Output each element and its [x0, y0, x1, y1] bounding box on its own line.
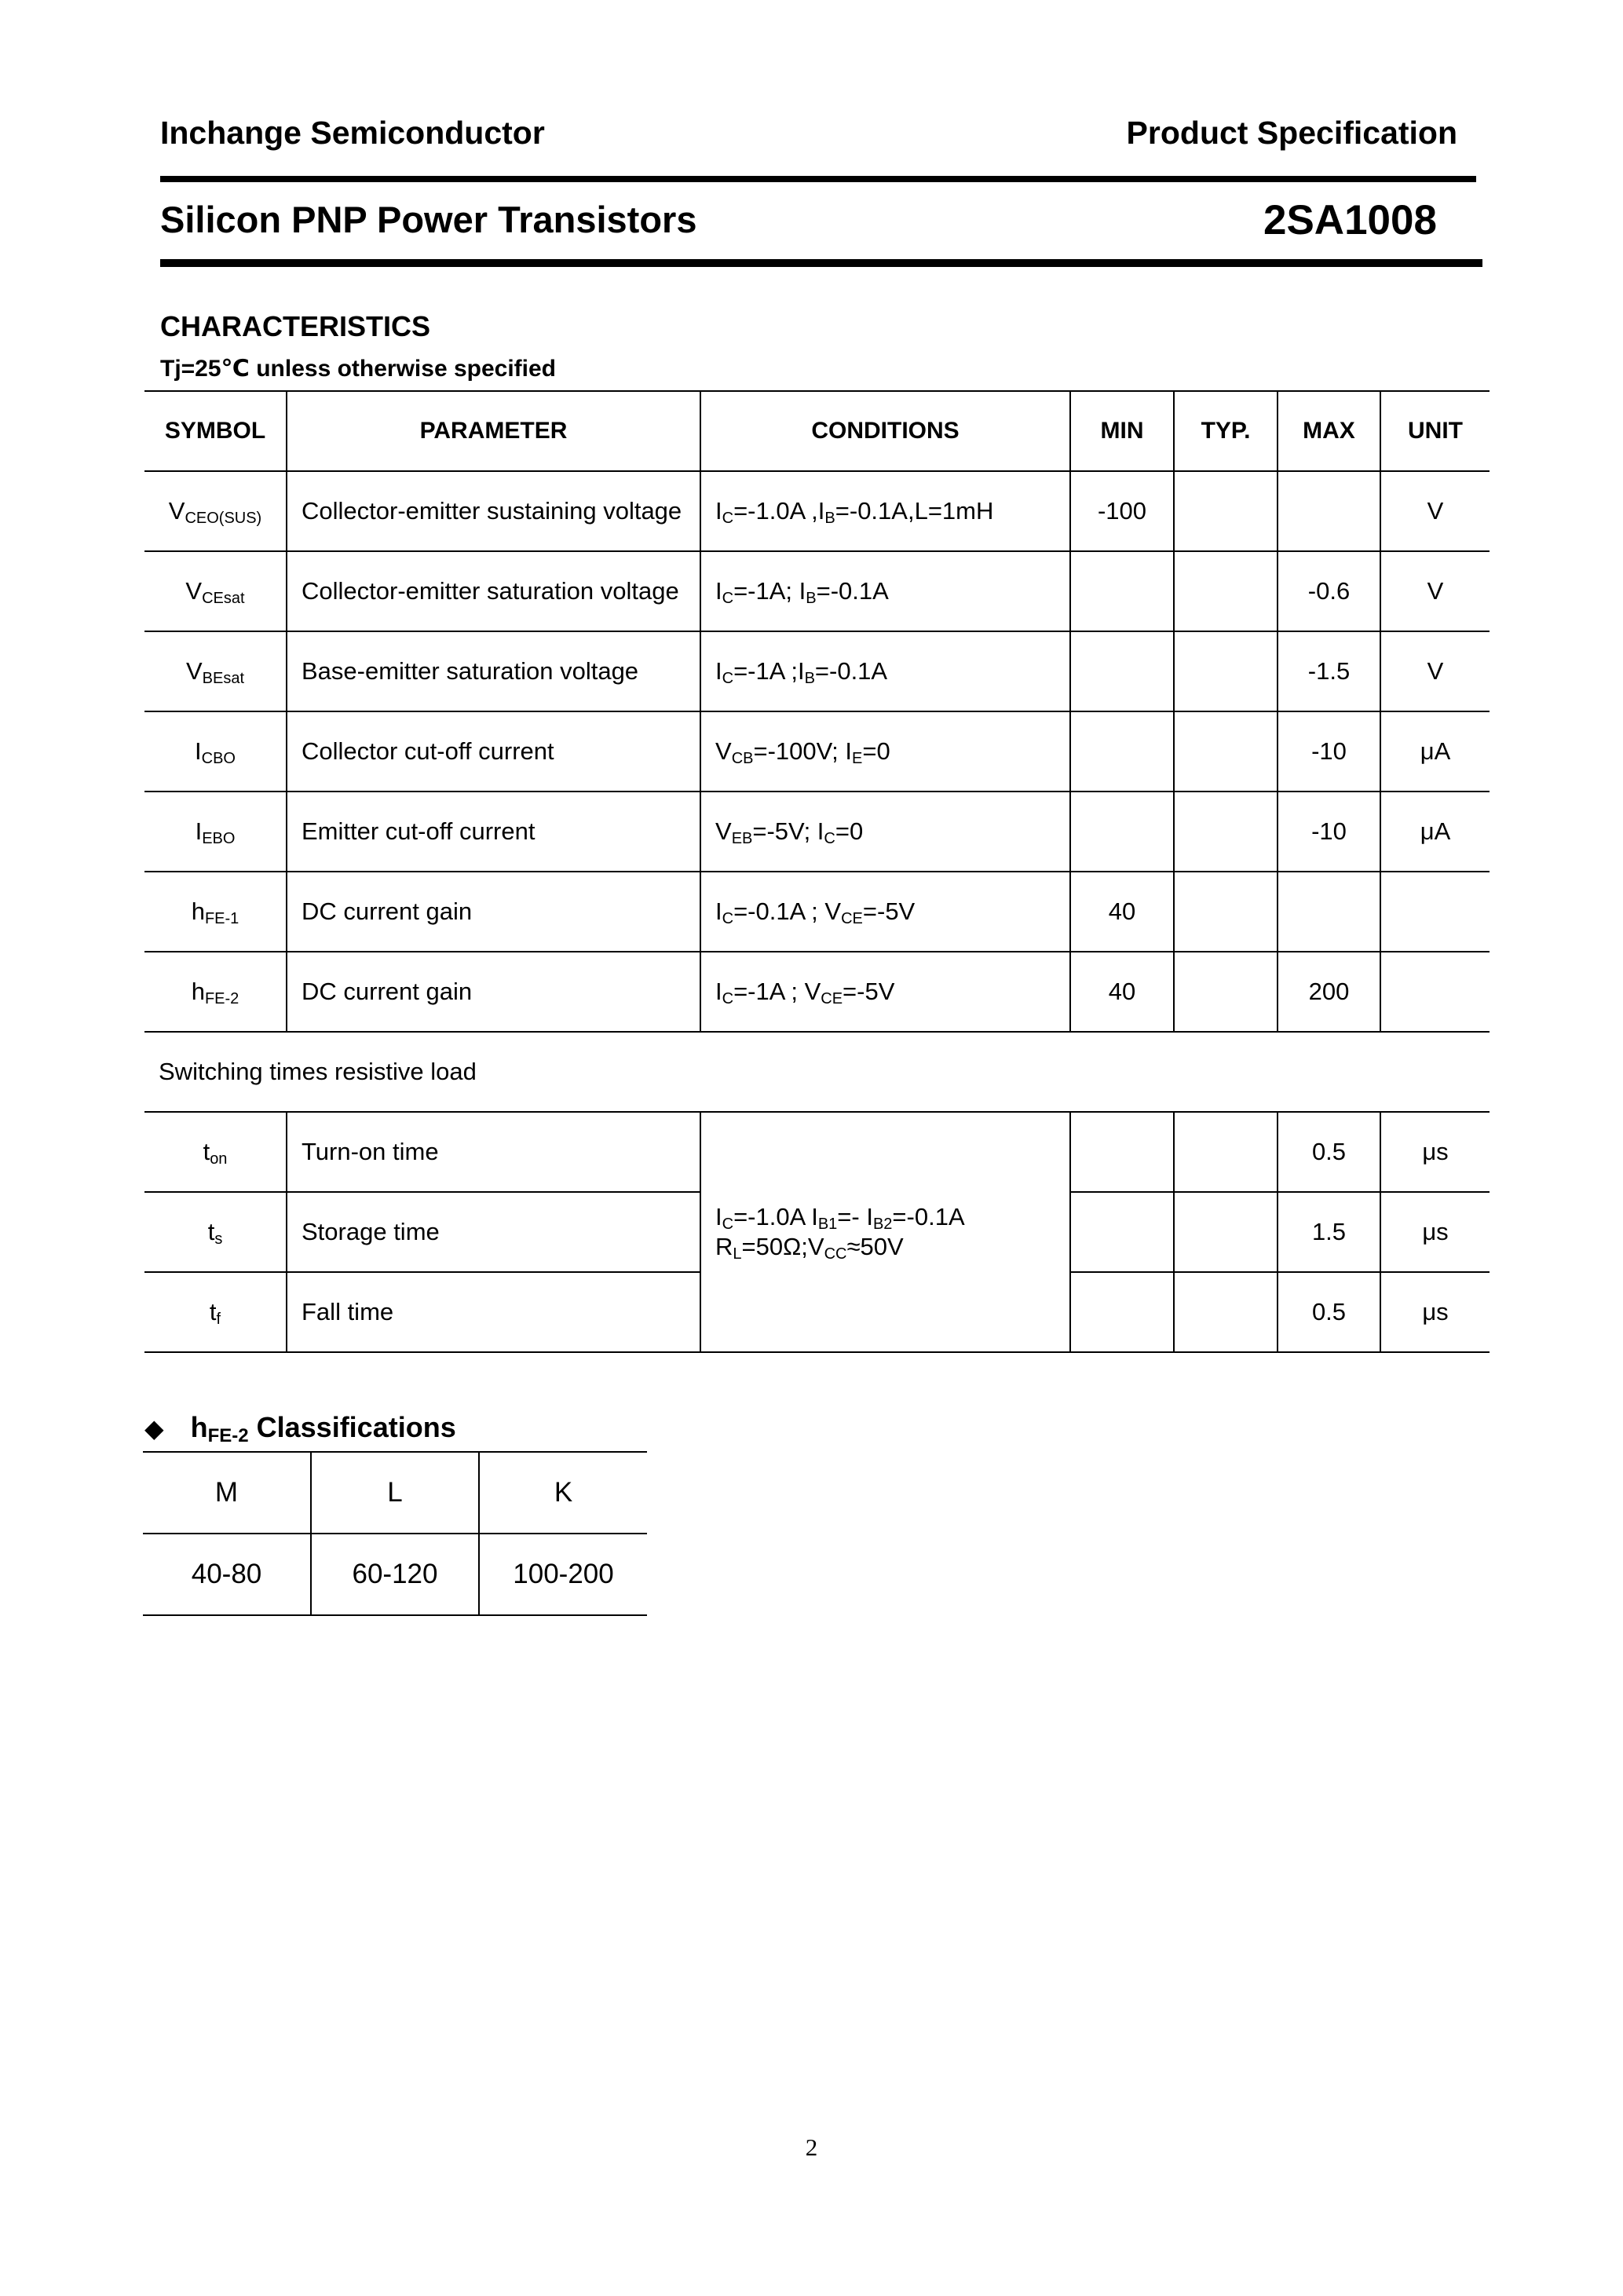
- cond-rest: =50Ω;: [741, 1233, 808, 1260]
- symbol-subscript: f: [216, 1311, 221, 1328]
- unit-cell: μA: [1380, 792, 1490, 872]
- header-rule-top: [160, 176, 1476, 182]
- section-title: CHARACTERISTICS: [160, 310, 431, 342]
- grade-row: [143, 1452, 647, 1534]
- typ-cell: [1174, 952, 1278, 1032]
- unit-cell: μs: [1380, 1112, 1490, 1192]
- cond-main: V: [715, 737, 732, 765]
- conditions-cell: [700, 792, 1070, 872]
- conditions-cell: [700, 872, 1070, 952]
- min-cell: [1070, 551, 1174, 631]
- min-cell: -100: [1070, 471, 1174, 551]
- unit-cell: V: [1380, 631, 1490, 711]
- cond-rest: =-1.0A: [733, 1203, 812, 1230]
- conditions-cell: [700, 711, 1070, 792]
- cond-main: I: [811, 1203, 818, 1230]
- cond-sub: B1: [817, 1216, 838, 1233]
- symbol-subscript: CEsat: [202, 590, 245, 607]
- cond-sub: B: [806, 590, 817, 607]
- cond-sub: C: [824, 830, 835, 847]
- cond-sub: CE: [841, 910, 863, 927]
- typ-cell: [1174, 792, 1278, 872]
- cond-sub: C: [722, 910, 734, 927]
- symbol-main: V: [185, 657, 203, 685]
- cond-main: I: [715, 1203, 722, 1230]
- table-header-row: [144, 391, 1490, 471]
- diamond-bullet-icon: ◆: [144, 1414, 164, 1442]
- range-cell: 100-200: [479, 1534, 647, 1615]
- table-row: [144, 952, 1490, 1032]
- symbol-main: h: [191, 898, 205, 925]
- symbol-main: I: [195, 817, 203, 845]
- table-row: [144, 792, 1490, 872]
- min-cell: [1070, 631, 1174, 711]
- section-subtitle: Tj=25℃ unless otherwise specified: [160, 356, 557, 382]
- characteristics-rows: [144, 471, 1490, 1032]
- cond-main: I: [715, 657, 722, 685]
- cond-main: V: [715, 817, 732, 845]
- cond-rest: =-100V;: [753, 737, 846, 765]
- switching-conditions-cell: [700, 1112, 1070, 1352]
- cond-rest: =-: [837, 1203, 867, 1230]
- typ-cell: [1174, 1192, 1278, 1272]
- min-cell: 40: [1070, 952, 1174, 1032]
- page-number: 2: [805, 2133, 818, 2161]
- parameter-cell: Collector-emitter sustaining voltage: [287, 471, 700, 551]
- cond-sub: L: [733, 1245, 742, 1263]
- symbol-subscript: on: [210, 1150, 228, 1168]
- parameter-cell: DC current gain: [287, 872, 700, 952]
- header-rule-bottom: [160, 259, 1482, 267]
- cond-main: I: [715, 898, 722, 925]
- cond-main: I: [866, 1203, 873, 1230]
- conditions-cell: [700, 952, 1070, 1032]
- symbol-main: V: [168, 497, 185, 525]
- unit-cell: μs: [1380, 1192, 1490, 1272]
- symbol-subscript: s: [214, 1230, 223, 1248]
- unit-cell: [1380, 872, 1490, 952]
- cond-rest: =-0.1A: [816, 577, 889, 605]
- symbol-subscript: CEO(SUS): [185, 510, 262, 527]
- parameter-cell: DC current gain: [287, 952, 700, 1032]
- max-cell: [1278, 872, 1380, 952]
- cond-rest: =-0.1A,L=1mH: [835, 497, 994, 525]
- cond-rest: =-1A ;: [733, 657, 798, 685]
- symbol-cell: [144, 551, 287, 631]
- symbol-cell: [144, 952, 287, 1032]
- min-cell: 40: [1070, 872, 1174, 952]
- parameter-cell: Base-emitter saturation voltage: [287, 631, 700, 711]
- max-cell: 200: [1278, 952, 1380, 1032]
- parameter-cell: Collector-emitter saturation voltage: [287, 551, 700, 631]
- cond-main: I: [797, 657, 805, 685]
- symbol-cell: [144, 471, 287, 551]
- classifications-table: [143, 1451, 647, 1616]
- typ-cell: [1174, 551, 1278, 631]
- switching-note-row: [144, 1032, 1490, 1112]
- typ-cell: [1174, 1272, 1278, 1352]
- symbol-cell: [144, 1112, 287, 1192]
- max-cell: 1.5: [1278, 1192, 1380, 1272]
- parameter-cell: Collector cut-off current: [287, 711, 700, 792]
- grade-cell: L: [311, 1452, 479, 1534]
- range-cell: 40-80: [143, 1534, 311, 1615]
- max-cell: 0.5: [1278, 1272, 1380, 1352]
- symbol-subscript: CBO: [201, 750, 236, 767]
- min-cell: [1070, 1272, 1174, 1352]
- cond-rest: =-1A;: [733, 577, 799, 605]
- cond-sub: C: [722, 1216, 734, 1233]
- document-type: Product Specification: [1126, 115, 1457, 151]
- column-header: MIN: [1070, 391, 1174, 471]
- typ-cell: [1174, 631, 1278, 711]
- symbol-main: h: [191, 978, 205, 1005]
- cond-rest: ≈50V: [846, 1233, 904, 1260]
- max-cell: -1.5: [1278, 631, 1380, 711]
- max-cell: 0.5: [1278, 1112, 1380, 1192]
- cond-sub: B2: [872, 1216, 893, 1233]
- switching-note: Switching times resistive load: [144, 1032, 1490, 1112]
- cond-main: V: [804, 978, 821, 1005]
- symbol-cell: [144, 872, 287, 952]
- cond-sub: CB: [731, 750, 754, 767]
- unit-cell: V: [1380, 551, 1490, 631]
- cond-rest: =-1A ;: [733, 978, 805, 1005]
- parameter-cell: Storage time: [287, 1192, 700, 1272]
- unit-cell: μs: [1380, 1272, 1490, 1352]
- cond-rest: =-0.1A: [814, 657, 888, 685]
- table-row: [144, 1112, 1490, 1192]
- cond-rest: =-5V: [862, 898, 916, 925]
- unit-cell: V: [1380, 471, 1490, 551]
- column-header: UNIT: [1380, 391, 1490, 471]
- typ-cell: [1174, 872, 1278, 952]
- symbol-cell: [144, 1272, 287, 1352]
- cond-rest: =0: [835, 817, 864, 845]
- cond-sub: B: [824, 510, 835, 527]
- range-cell: 60-120: [311, 1534, 479, 1615]
- max-cell: -10: [1278, 792, 1380, 872]
- cond-sub: C: [722, 510, 734, 527]
- cond-sub: C: [722, 990, 734, 1007]
- unit-cell: μA: [1380, 711, 1490, 792]
- symbol-cell: [144, 792, 287, 872]
- table-row: [144, 471, 1490, 551]
- unit-cell: [1380, 952, 1490, 1032]
- switching-cond-line2: [715, 1232, 1069, 1262]
- cond-main: I: [845, 737, 853, 765]
- min-cell: [1070, 1192, 1174, 1272]
- cond-sub: C: [722, 670, 734, 687]
- column-header: TYP.: [1174, 391, 1278, 471]
- max-cell: [1278, 471, 1380, 551]
- conditions-cell: [700, 631, 1070, 711]
- table-row: [144, 711, 1490, 792]
- conditions-cell: [700, 551, 1070, 631]
- column-header: CONDITIONS: [700, 391, 1070, 471]
- table-row: [144, 551, 1490, 631]
- cond-main: R: [715, 1233, 733, 1260]
- symbol-main: t: [207, 1218, 215, 1245]
- cond-main: I: [715, 577, 722, 605]
- range-row: [143, 1534, 647, 1615]
- cond-sub: CC: [824, 1245, 847, 1263]
- cond-main: V: [824, 898, 842, 925]
- cond-rest: =0: [862, 737, 890, 765]
- parameter-cell: Turn-on time: [287, 1112, 700, 1192]
- table-row: [144, 631, 1490, 711]
- typ-cell: [1174, 711, 1278, 792]
- product-title: Silicon PNP Power Transistors: [160, 199, 697, 240]
- cond-rest: =-0.1A ;: [733, 898, 825, 925]
- cond-main: I: [715, 978, 722, 1005]
- min-cell: [1070, 792, 1174, 872]
- symbol-main: t: [209, 1298, 217, 1325]
- symbol-cell: [144, 631, 287, 711]
- symbol-main: t: [203, 1138, 210, 1165]
- cond-rest: =-0.1A: [892, 1203, 965, 1230]
- cond-sub: B: [804, 670, 815, 687]
- symbol-main: V: [185, 577, 203, 605]
- parameter-cell: Emitter cut-off current: [287, 792, 700, 872]
- column-header: SYMBOL: [144, 391, 287, 471]
- cond-rest: =-1.0A ,: [733, 497, 818, 525]
- cond-sub: E: [852, 750, 863, 767]
- cond-rest: =-5V;: [752, 817, 817, 845]
- cond-sub: EB: [731, 830, 753, 847]
- cond-rest: =-5V: [843, 978, 895, 1005]
- max-cell: -10: [1278, 711, 1380, 792]
- conditions-cell: [700, 471, 1070, 551]
- symbol-cell: [144, 1192, 287, 1272]
- symbol-subscript: FE-1: [204, 910, 239, 927]
- cond-sub: CE: [821, 990, 843, 1007]
- cond-sub: C: [722, 590, 734, 607]
- characteristics-table: [144, 390, 1490, 1353]
- min-cell: [1070, 1112, 1174, 1192]
- min-cell: [1070, 711, 1174, 792]
- table-row: [144, 872, 1490, 952]
- cond-main: I: [799, 577, 806, 605]
- column-header: MAX: [1278, 391, 1380, 471]
- classifications-title: ◆ $h_{FE-2}$ Classifications: [144, 1411, 456, 1446]
- column-header: PARAMETER: [287, 391, 700, 471]
- typ-cell: [1174, 1112, 1278, 1192]
- switching-rows: [144, 1032, 1490, 1352]
- symbol-subscript: EBO: [202, 830, 236, 847]
- typ-cell: [1174, 471, 1278, 551]
- symbol-cell: [144, 711, 287, 792]
- part-number: 2SA1008: [1263, 197, 1437, 243]
- cond-main: I: [817, 817, 824, 845]
- symbol-subscript: FE-2: [204, 990, 239, 1007]
- grade-cell: M: [143, 1452, 311, 1534]
- grade-cell: K: [479, 1452, 647, 1534]
- max-cell: -0.6: [1278, 551, 1380, 631]
- switching-cond-line1: [715, 1202, 1069, 1232]
- symbol-main: I: [195, 737, 202, 765]
- parameter-cell: Fall time: [287, 1272, 700, 1352]
- symbol-subscript: BEsat: [202, 670, 245, 687]
- company-name: Inchange Semiconductor: [160, 115, 545, 151]
- cond-main: V: [807, 1233, 824, 1260]
- cond-main: I: [715, 497, 722, 525]
- cond-main: I: [817, 497, 825, 525]
